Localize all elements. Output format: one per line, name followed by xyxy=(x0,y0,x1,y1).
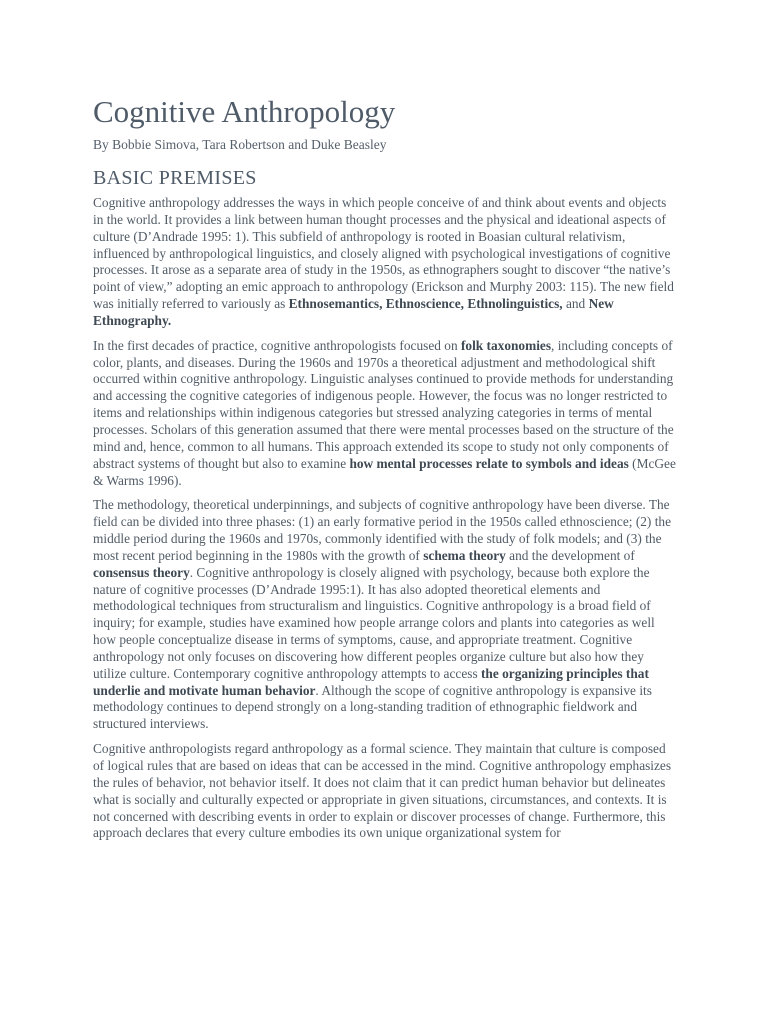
bold-term: folk taxonomies xyxy=(460,337,552,353)
paragraph-segment: Cognitive anthropologists regard anthropology as a formal science. They maintain that culture is composed of logical rules that are based on ideas that can be accessed in the mind. Cognitive anthropology emphasizes the rules of behavior, not behavior itself. It does not claim that it can predict human behavior but delineates what is socially and culturally expected or appropriate in given situations, circumstances, and contexts. It is not concerned with describing events in order to explain or discover processes of change. Furthermore, this approach declares that every culture embodies its own unique organizational system for xyxy=(93,741,672,841)
paragraph-segment: (McGee & Warms 1996). xyxy=(93,455,676,488)
paragraph-4 xyxy=(93,741,676,842)
section-heading: BASIC PREMISES xyxy=(93,167,257,189)
bold-term: New Ethnography. xyxy=(93,296,614,328)
document-title: Cognitive Anthropology xyxy=(93,94,396,129)
paragraph-segment: and xyxy=(562,296,589,312)
bold-term: the organizing principles that underlie and motivate human behavior xyxy=(93,665,649,698)
paragraph-3 xyxy=(93,497,676,733)
paragraph-segment: , including concepts of color, plants, and diseases. During the 1960s and 1970s a theoretical adjustment and methodological shift occurred within cognitive anthropology. Linguistic analyses continued to provide methods for understanding and accessing the cognitive categories of indigenous people. However, the focus was no longer restricted to items and relationships within indigenous categories but stressed analyzing categories in terms of mental processes. Scholars of this generation assumed that there were mental processes based on the structure of the mind and, hence, common to all humans. This approach extended its scope to study not only components of abstract systems of thought but also to examine xyxy=(93,337,674,471)
paragraph-segment: . Cognitive anthropology is closely aligned with psychology, because both explore the nature of cognitive processes (D’Andrade 1995:1). It has also adopted theoretical elements and methodological techniques from structuralism and linguistics. Cognitive anthropology is a broad field of inquiry; for example, studies have examined how people arrange colors and plants into categories as well how people conceptualize disease in terms of symptoms, cause, and appropriate treatment. Cognitive anthropology not only focuses on discovering how different peoples organize culture but also how they utilize culture. Contemporary cognitive anthropology attempts to access xyxy=(93,564,655,681)
paragraph-segment: In the first decades of practice, cognitive anthropologists focused on xyxy=(93,337,461,353)
bold-term: schema theory xyxy=(423,547,506,563)
paragraph-segment: The methodology, theoretical underpinnings, and subjects of cognitive anthropology have been diverse. The field can be divided into three phases: (1) an early formative period in the 1950s called ethnoscience; (2) the middle period during the 1960s and 1970s, commonly identified with the study of folk models; and (3) the most recent period beginning in the 1980s with the growth of xyxy=(93,497,672,563)
author-byline: By Bobbie Simova, Tara Robertson and Duke Beasley xyxy=(93,137,387,152)
paragraph-segment: Cognitive anthropology addresses the ways in which people conceive of and think about events and objects in the world. It provides a link between human thought processes and the physical and ideational aspects of culture (D’Andrade 1995: 1). This subfield of anthropology is rooted in Boasian cultural relativism, influenced by anthropological linguistics, and closely aligned with psychological investigations of cognitive processes. It arose as a separate area of study in the 1950s, as ethnographers sought to discover “the native’s point of view,” adopting an emic approach to anthropology (Erickson and Murphy 2003: 115). The new field was initially referred to variously as xyxy=(93,195,674,312)
paragraph-segment: and the development of xyxy=(505,547,635,563)
bold-term: how mental processes relate to symbols and ideas xyxy=(349,455,629,471)
bold-term: consensus theory xyxy=(93,564,190,580)
bold-term: Ethnosemantics, Ethnoscience, Ethnolinguistics, xyxy=(288,296,563,312)
paragraph-1 xyxy=(93,195,676,330)
paragraph-2 xyxy=(93,338,676,490)
paragraph-segment: . Although the scope of cognitive anthropology is expansive its methodology continues to depend strongly on a long-standing tradition of ethnographic fieldwork and structured interviews. xyxy=(93,682,652,732)
